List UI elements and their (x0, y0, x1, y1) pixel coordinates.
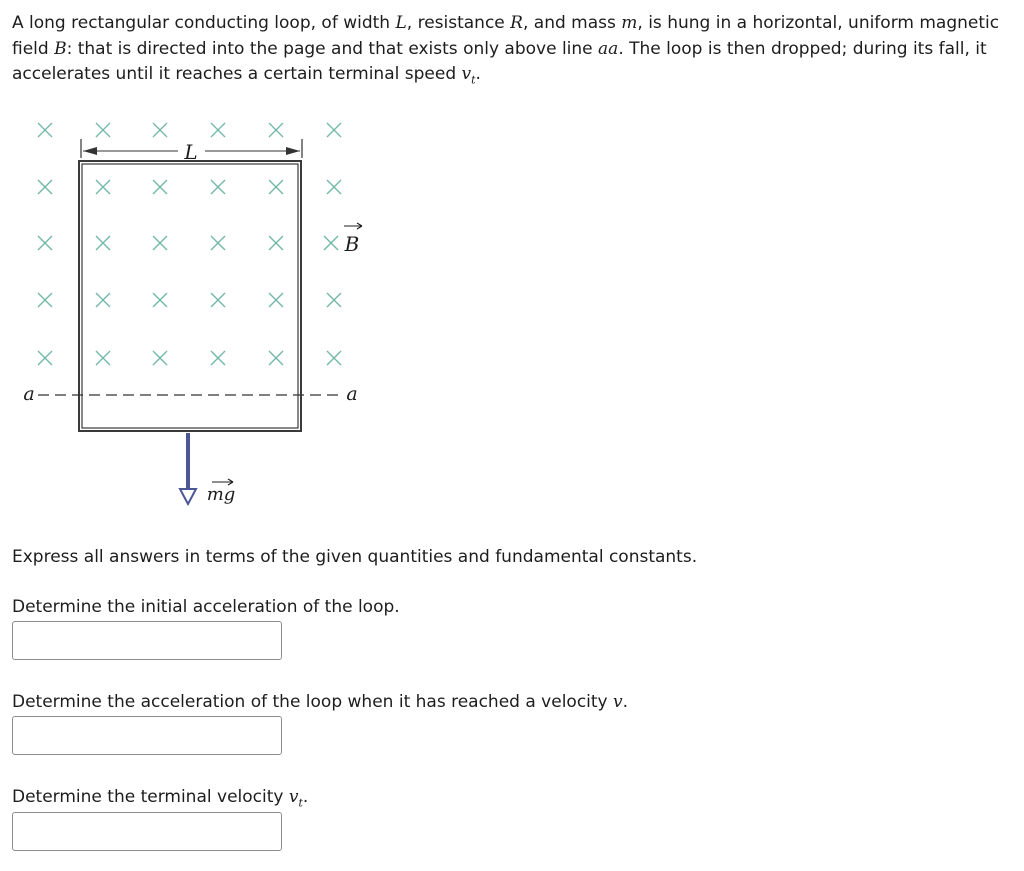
field-x-mark (153, 180, 167, 194)
field-x-mark (327, 351, 341, 365)
field-x-mark (38, 123, 52, 137)
field-x-mark (38, 351, 52, 365)
width-label: L (184, 140, 198, 164)
field-vector-label (344, 223, 362, 256)
var-L: L (395, 13, 407, 33)
field-x-mark (211, 123, 225, 137)
field-x-mark (38, 236, 52, 250)
question-end: . (622, 692, 629, 712)
field-x-mark (269, 236, 283, 250)
field-x-mark (96, 180, 110, 194)
field-x-mark (269, 293, 283, 307)
var-v: v (613, 692, 623, 712)
text-segment: , and mass (522, 13, 622, 33)
field-x-mark (269, 180, 283, 194)
field-x-mark (153, 123, 167, 137)
text-segment: , resistance (406, 13, 511, 33)
force-label: mg (206, 484, 236, 505)
field-x-mark (211, 351, 225, 365)
question-2 (12, 690, 628, 714)
field-label: B (344, 232, 360, 256)
var-vt (461, 64, 476, 87)
text-segment: , is hung in a horizontal, uniform magnetic field (12, 13, 1000, 59)
field-x-mark (153, 236, 167, 250)
text-segment: A long rectangular conducting loop, of width (12, 13, 396, 33)
field-x-mark (96, 236, 110, 250)
conducting-loop (79, 161, 301, 431)
question-1 (12, 595, 400, 619)
weight-force-arrow (180, 433, 235, 505)
question-text: Determine the initial acceleration of the loop. (12, 597, 400, 617)
text-segment: . (475, 64, 481, 84)
field-x-mark (269, 351, 283, 365)
field-x-mark (327, 180, 341, 194)
problem-statement (12, 11, 1012, 93)
var-m: m (621, 13, 638, 33)
question-text: Determine the acceleration of the loop when it has reached a velocity (12, 692, 614, 712)
var-B: B (54, 38, 67, 59)
text-segment: : that is directed into the page and that exists only above line (66, 38, 599, 59)
field-x-mark (324, 236, 338, 250)
answer-input-2[interactable] (12, 716, 282, 755)
field-x-mark (153, 351, 167, 365)
field-x-mark (269, 123, 283, 137)
field-x-mark (211, 293, 225, 307)
instructions: Express all answers in terms of the given quantities and fundamental constants. (12, 547, 698, 567)
loop-diagram (0, 100, 400, 520)
field-x-mark (153, 293, 167, 307)
var-aa: aa (598, 38, 619, 59)
field-x-mark (211, 180, 225, 194)
field-x-mark (38, 293, 52, 307)
field-x-mark (38, 180, 52, 194)
line-label-right: a (346, 383, 358, 405)
var-v: v (288, 787, 299, 807)
var-R: R (510, 13, 523, 33)
var-vt (288, 787, 303, 810)
field-x-mark (96, 351, 110, 365)
field-x-mark (96, 293, 110, 307)
field-x-mark (327, 123, 341, 137)
line-label-left: a (23, 383, 35, 405)
question-text: Determine the terminal velocity (12, 787, 289, 807)
question-end: . (302, 787, 309, 807)
answer-input-3[interactable] (12, 812, 282, 851)
var-v: v (461, 64, 472, 84)
text-segment: . The loop is then dropped; during its fall, it accelerates until it reaches a certain terminal speed (12, 38, 987, 84)
field-x-mark (327, 293, 341, 307)
question-3 (12, 785, 308, 815)
var-subscript: t (298, 796, 303, 810)
field-x-mark (96, 123, 110, 137)
answer-input-1[interactable] (12, 621, 282, 660)
var-subscript: t (471, 73, 476, 87)
field-x-mark (211, 236, 225, 250)
